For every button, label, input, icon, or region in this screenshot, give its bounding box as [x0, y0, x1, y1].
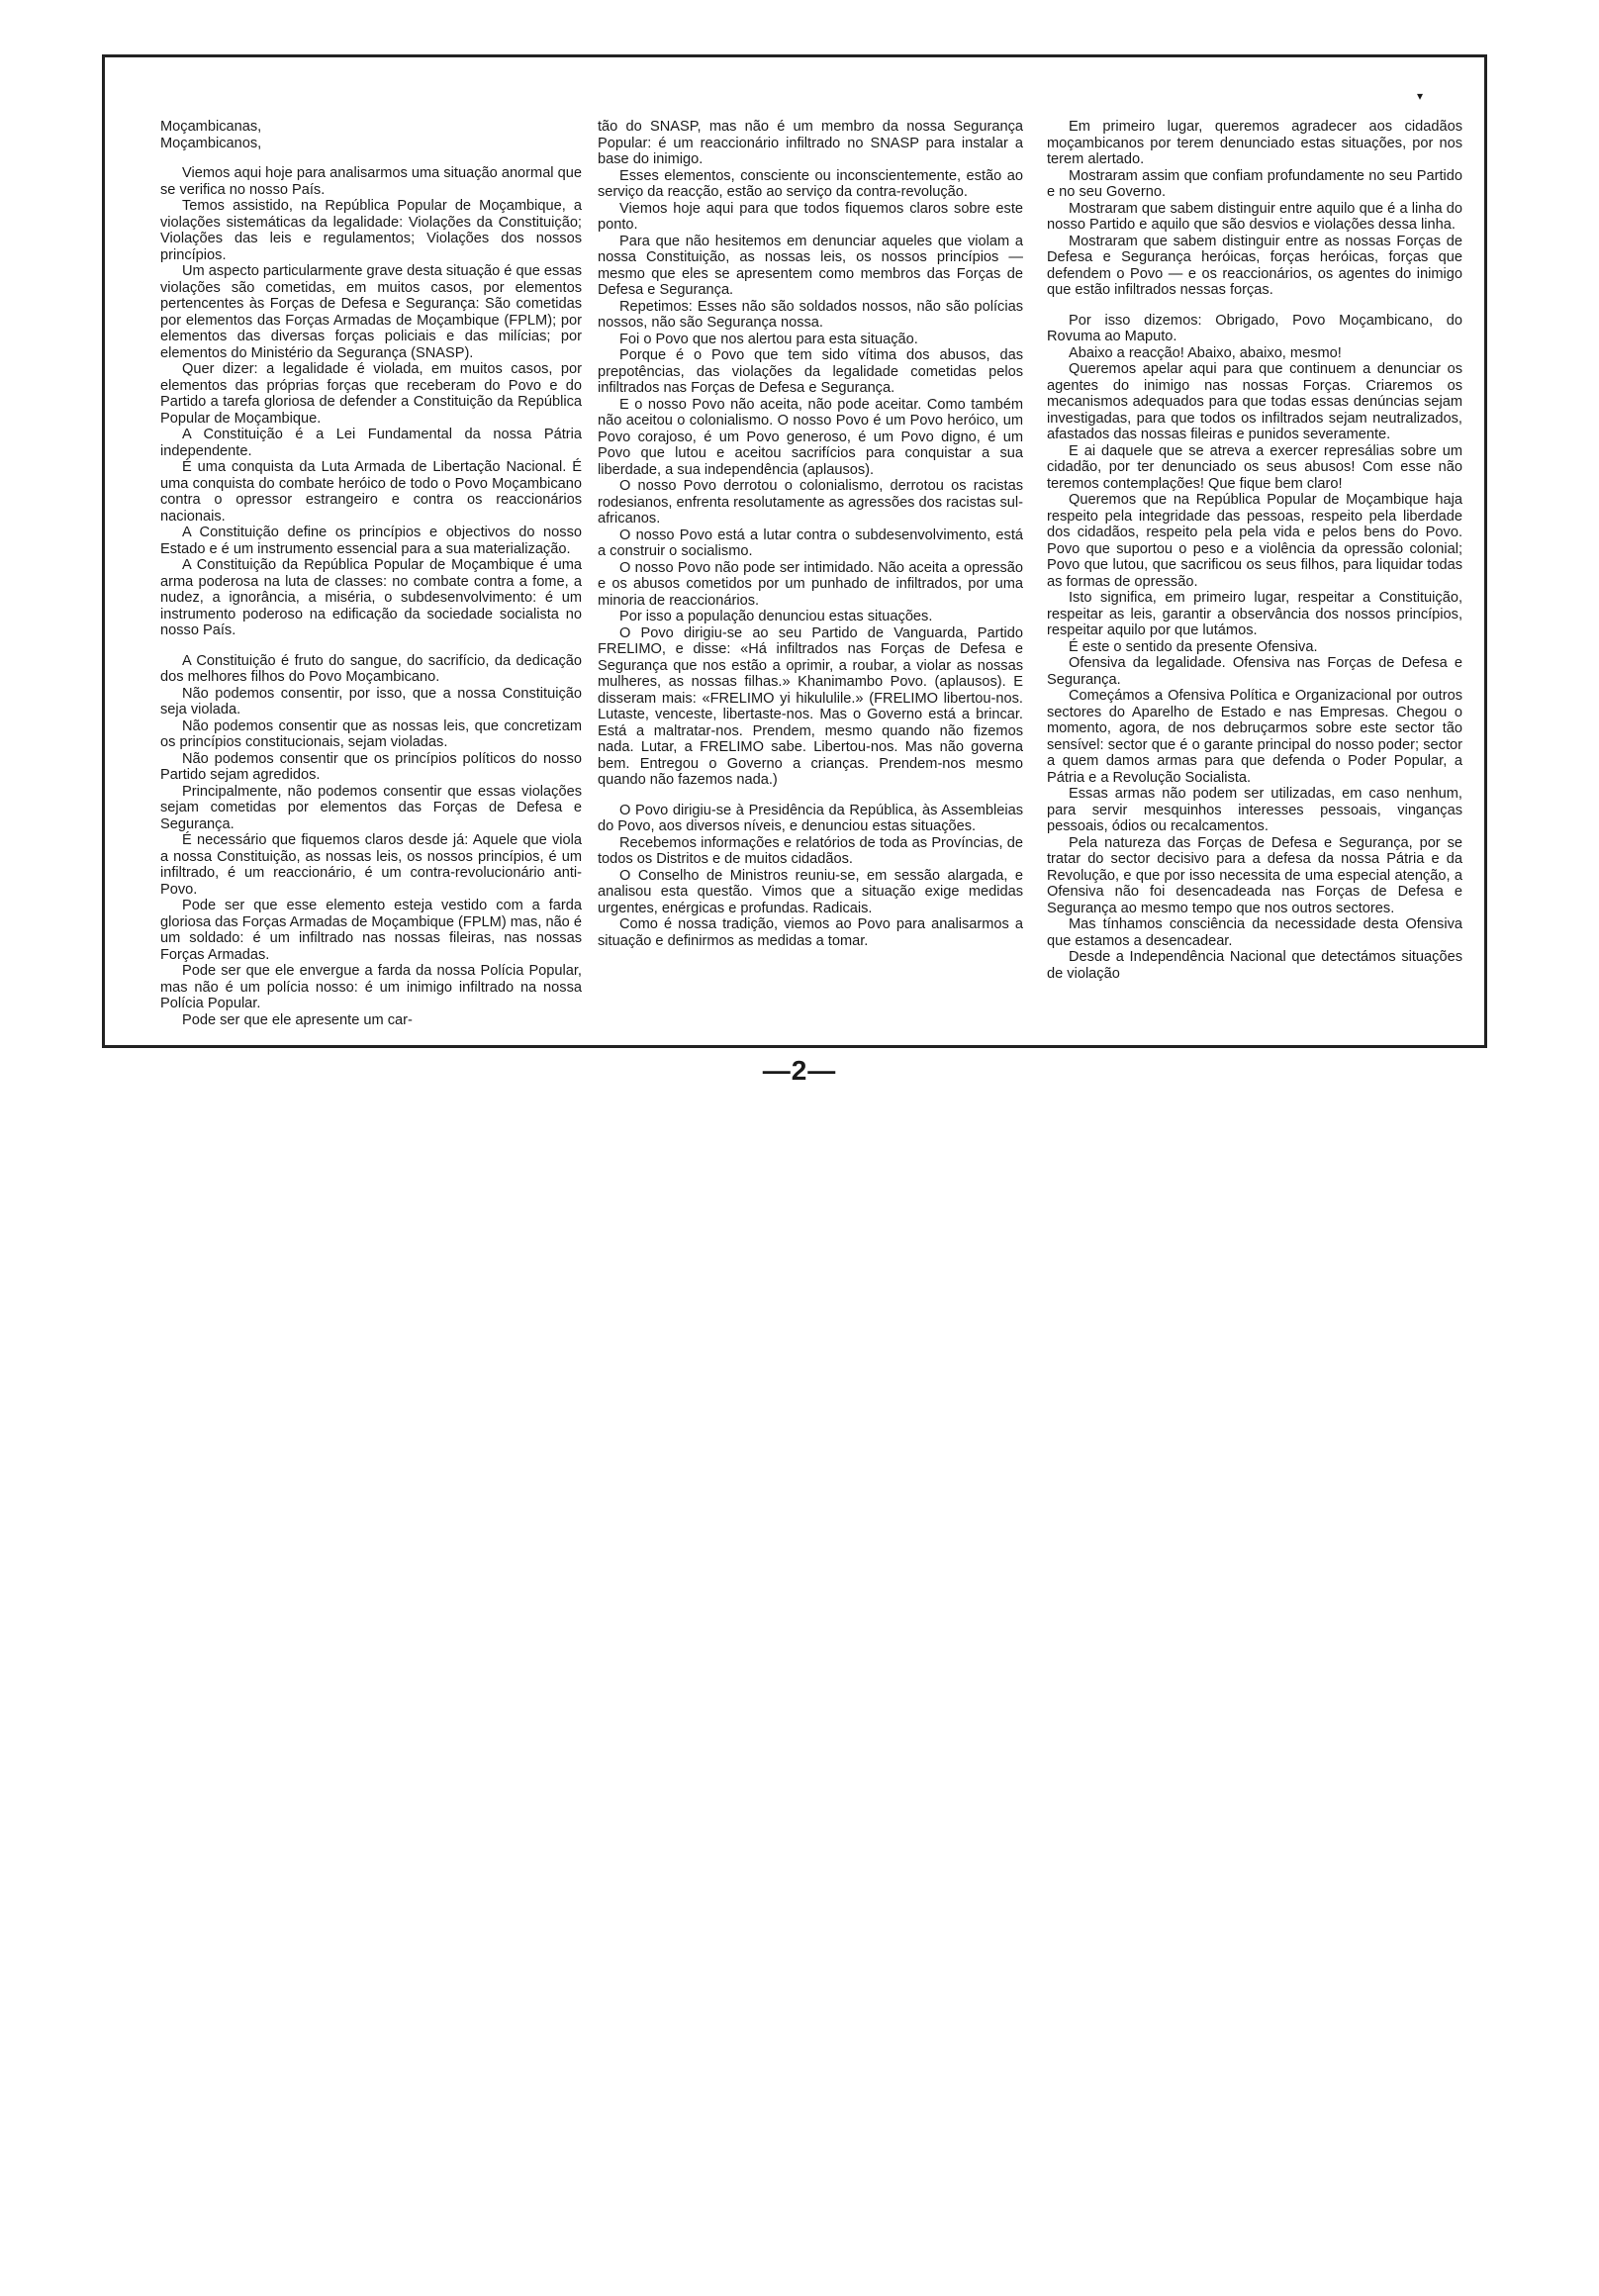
paragraph: Não podemos consentir que os princípios políticos do nosso Partido sejam agredidos. [160, 750, 582, 783]
paragraph: Isto significa, em primeiro lugar, respeitar a Constituição, respeitar as leis, garantir a observância dos nossos princípios, respeitar aquilo por que lutámos. [1047, 590, 1462, 638]
paragraph: A Constituição é fruto do sangue, do sacrifício, da dedicação dos melhores filhos do Povo Moçambicano. [160, 652, 582, 685]
paragraph: Começámos a Ofensiva Política e Organizacional por outros sectores do Aparelho de Estado e nas Empresas. Chegou o momento, agora, de nos debruçarmos sobre este sector tão sensível: sector que é o garante principal do nosso poder; sector a quem damos armas para que defenda o Poder Popular, a Pátria e a Revolução Socialista. [1047, 688, 1462, 786]
paragraph: É necessário que fiquemos claros desde já: Aquele que viola a nossa Constituição, as nossas leis, os nossos princípios, é um infiltrado, é um reaccionário, é um contra-revolucionário anti-Povo. [160, 832, 582, 898]
paragraph: O nosso Povo não pode ser intimidado. Não aceita a opressão e os abusos cometidos por um punhado de infiltrados, por uma minoria de reaccionários. [598, 559, 1023, 609]
text-column-3 [1047, 119, 1462, 982]
paragraph: Repetimos: Esses não são soldados nossos, não são polícias nossos, não são Segurança nossa. [598, 298, 1023, 331]
paragraph: Mas tínhamos consciência da necessidade desta Ofensiva que estamos a desencadear. [1047, 916, 1462, 949]
paragraph: Moçambicanas, [160, 119, 262, 135]
paragraph: Pode ser que esse elemento esteja vestido com a farda gloriosa das Forças Armadas de Moçambique (FPLM) mas, não é um soldado: é um infiltrado nas nossas fileiras, nas nossas Forças Armadas. [160, 898, 582, 963]
paragraph: É este o sentido da presente Ofensiva. [1069, 638, 1318, 655]
paragraph: Queremos que na República Popular de Moçambique haja respeito pela integridade das pessoas, respeito pela liberdade dos cidadãos, respeito pela pela vida e pelos bens do Povo. Povo que suportou o peso e a violência da opressão colonial; Povo que lutou, que sacrificou os seus filhos, para liquidar todas as formas de opressão. [1047, 492, 1462, 590]
paragraph: Pode ser que ele apresente um car- [182, 1011, 413, 1028]
paragraph: O Povo dirigiu-se à Presidência da República, às Assembleias do Povo, aos diversos níveis, e denunciou estas situações. [598, 802, 1023, 834]
paragraph: Pela natureza das Forças de Defesa e Segurança, por se tratar do sector decisivo para a defesa da nossa Pátria e da Revolução, e que por isso necessita de uma especial atenção, a Ofensiva não foi desencadeada nas Forças de Defesa e Segurança ao mesmo tempo que nos outros sectores. [1047, 834, 1462, 916]
paragraph: Mostraram que sabem distinguir entre as nossas Forças de Defesa e Segurança heróicas, forças heróicas, forças que defendem o Povo — e os reaccionários, os agentes do inimigo que estão infiltrados nessas forças. [1047, 233, 1462, 298]
paragraph: E ai daquele que se atreva a exercer represálias sobre um cidadão, por ter denunciado os seus abusos! Com esse não teremos contemplações! Que fique bem claro! [1047, 442, 1462, 492]
text-column-2 [598, 119, 1023, 949]
paragraph: O nosso Povo está a lutar contra o subdesenvolvimento, está a construir o socialismo. [598, 526, 1023, 559]
paragraph: Principalmente, não podemos consentir que essas violações sejam cometidas por elementos das Forças de Defesa e Segurança. [160, 783, 582, 832]
paragraph: tão do SNASP, mas não é um membro da nossa Segurança Popular: é um reaccionário infiltrado no SNASP para instalar a base do inimigo. [598, 119, 1023, 167]
paragraph: Abaixo a reacção! Abaixo, abaixo, mesmo! [1069, 344, 1342, 361]
paragraph: Como é nossa tradição, viemos ao Povo para analisarmos a situação e definirmos as medidas a tomar. [598, 916, 1023, 949]
paragraph: Em primeiro lugar, queremos agradecer aos cidadãos moçambicanos por terem denunciado estas situações, por nos terem alertado. [1047, 119, 1462, 167]
paragraph: Essas armas não podem ser utilizadas, em caso nenhum, para servir mesquinhos interesses pessoais, vinganças pessoais, ódios ou recalcamentos. [1047, 786, 1462, 834]
paragraph: Mostraram assim que confiam profundamente no seu Partido e no seu Governo. [1047, 167, 1462, 200]
paragraph: Pode ser que ele envergue a farda da nossa Polícia Popular, mas não é um polícia nosso: é um inimigo infiltrado na nossa Polícia Popular. [160, 963, 582, 1011]
paragraph: Foi o Povo que nos alertou para esta situação. [619, 331, 918, 347]
paragraph: Para que não hesitemos em denunciar aqueles que violam a nossa Constituição, as nossas leis, os nossos princípios — mesmo que eles se apresentem como membros das Forças de Defesa e Segurança. [598, 233, 1023, 298]
paragraph: E o nosso Povo não aceita, não pode aceitar. Como também não aceitou o colonialismo. O nosso Povo é um Povo heróico, um Povo corajoso, é um Povo generoso, é um Povo digno, é um Povo que lutou e aceitou sacrifícios para conquistar a sua liberdade, a sua independência (aplausos). [598, 396, 1023, 478]
paragraph: A Constituição da República Popular de Moçambique é uma arma poderosa na luta de classes: no combate contra a fome, a nudez, a ignorância, a miséria, o subdesenvolvimento: é um instrumento poderoso na edificação da sociedade socialista no nosso País. [160, 557, 582, 638]
text-column-1 [160, 119, 582, 1028]
corner-mark: ▾ [1417, 89, 1424, 103]
paragraph: A Constituição é a Lei Fundamental da nossa Pátria independente. [160, 427, 582, 459]
paragraph: Temos assistido, na República Popular de Moçambique, a violações sistemáticas da legalidade: Violações da Constituição; Violações das leis e regulamentos; Violações dos nossos princípios. [160, 198, 582, 263]
paragraph: Mostraram que sabem distinguir entre aquilo que é a linha do nosso Partido e aquilo que são desvios e violações dessa linha. [1047, 200, 1462, 233]
paragraph: Viemos hoje aqui para que todos fiquemos claros sobre este ponto. [598, 200, 1023, 233]
paragraph: Recebemos informações e relatórios de toda as Províncias, de todos os Distritos e de muitos cidadãos. [598, 834, 1023, 867]
paragraph: Viemos aqui hoje para analisarmos uma situação anormal que se verifica no nosso País. [160, 165, 582, 198]
paragraph: Desde a Independência Nacional que detectámos situações de violação [1047, 949, 1462, 982]
paragraph: Porque é o Povo que tem sido vítima dos abusos, das prepotências, das violações da legalidade cometidas pelos infiltrados nas Forças de Defesa e Segurança. [598, 347, 1023, 396]
paragraph: Queremos apelar aqui para que continuem a denunciar os agentes do inimigo nas nossas Forças. Criaremos os mecanismos adequados para que todas essas denúncias sejam investigadas, para que todos os infiltrados sejam neutralizados, afastados das nossas fileiras e punidos severamente. [1047, 361, 1462, 442]
paragraph: Por isso dizemos: Obrigado, Povo Moçambicano, do Rovuma ao Maputo. [1047, 312, 1462, 344]
paragraph: O Conselho de Ministros reuniu-se, em sessão alargada, e analisou esta questão. Vimos que a situação exige medidas urgentes, enérgicas e profundas. Radicais. [598, 867, 1023, 916]
paragraph: Por isso a população denunciou estas situações. [619, 609, 933, 624]
page-number: —2— [762, 1055, 837, 1086]
paragraph: Um aspecto particularmente grave desta situação é que essas violações são cometidas, em muitos casos, por elementos pertencentes às Forças de Defesa e Segurança: São cometidas por elementos das Forças Armadas de Moçambique (FPLM); por elementos das diversas forças policiais e das milícias; por elementos do Ministério da Segurança (SNASP). [160, 263, 582, 361]
paragraph: Ofensiva da legalidade. Ofensiva nas Forças de Defesa e Segurança. [1047, 655, 1462, 688]
paragraph: Não podemos consentir, por isso, que a nossa Constituição seja violada. [160, 685, 582, 718]
paragraph: Moçambicanos, [160, 135, 262, 151]
paragraph: O Povo dirigiu-se ao seu Partido de Vanguarda, Partido FRELIMO, e disse: «Há infiltrados nas Forças de Defesa e Segurança que nos estão a oprimir, a roubar, a violar as nossas mulheres, as nossas filhas.» Khanimambo Povo. (aplausos). E disseram mais: «FRELIMO yi hikululile.» (FRELIMO libertou-nos. Lutaste, venceste, libertaste-nos. Mas o Governo está a brincar. Está a maltratar-nos. Prendem, mesmo quando não fizemos nada. Lutar, a FRELIMO sabe. Libertou-nos. Mas não governa bem. Entregou o Governo a crianças. Prendem-nos mesmo quando não fazemos nada.) [598, 624, 1023, 788]
paragraph: É uma conquista da Luta Armada de Libertação Nacional. É uma conquista do combate heróico de todo o Povo Moçambicano contra o opressor estrangeiro e contra os reaccionários nacionais. [160, 459, 582, 525]
paragraph: A Constituição define os princípios e objectivos do nosso Estado e é um instrumento essencial para a sua materialização. [160, 525, 582, 557]
paragraph: Quer dizer: a legalidade é violada, em muitos casos, por elementos das próprias forças que receberam do Povo e do Partido a tarefa gloriosa de defender a Constituição da República Popular de Moçambique. [160, 361, 582, 427]
paragraph: Não podemos consentir que as nossas leis, que concretizam os princípios constitucionais, sejam violadas. [160, 718, 582, 750]
paragraph: Esses elementos, consciente ou inconscientemente, estão ao serviço da reacção, estão ao serviço da contra-revolução. [598, 167, 1023, 200]
paragraph: O nosso Povo derrotou o colonialismo, derrotou os racistas rodesianos, enfrenta resolutamente as agressões dos racistas sul-africanos. [598, 478, 1023, 526]
